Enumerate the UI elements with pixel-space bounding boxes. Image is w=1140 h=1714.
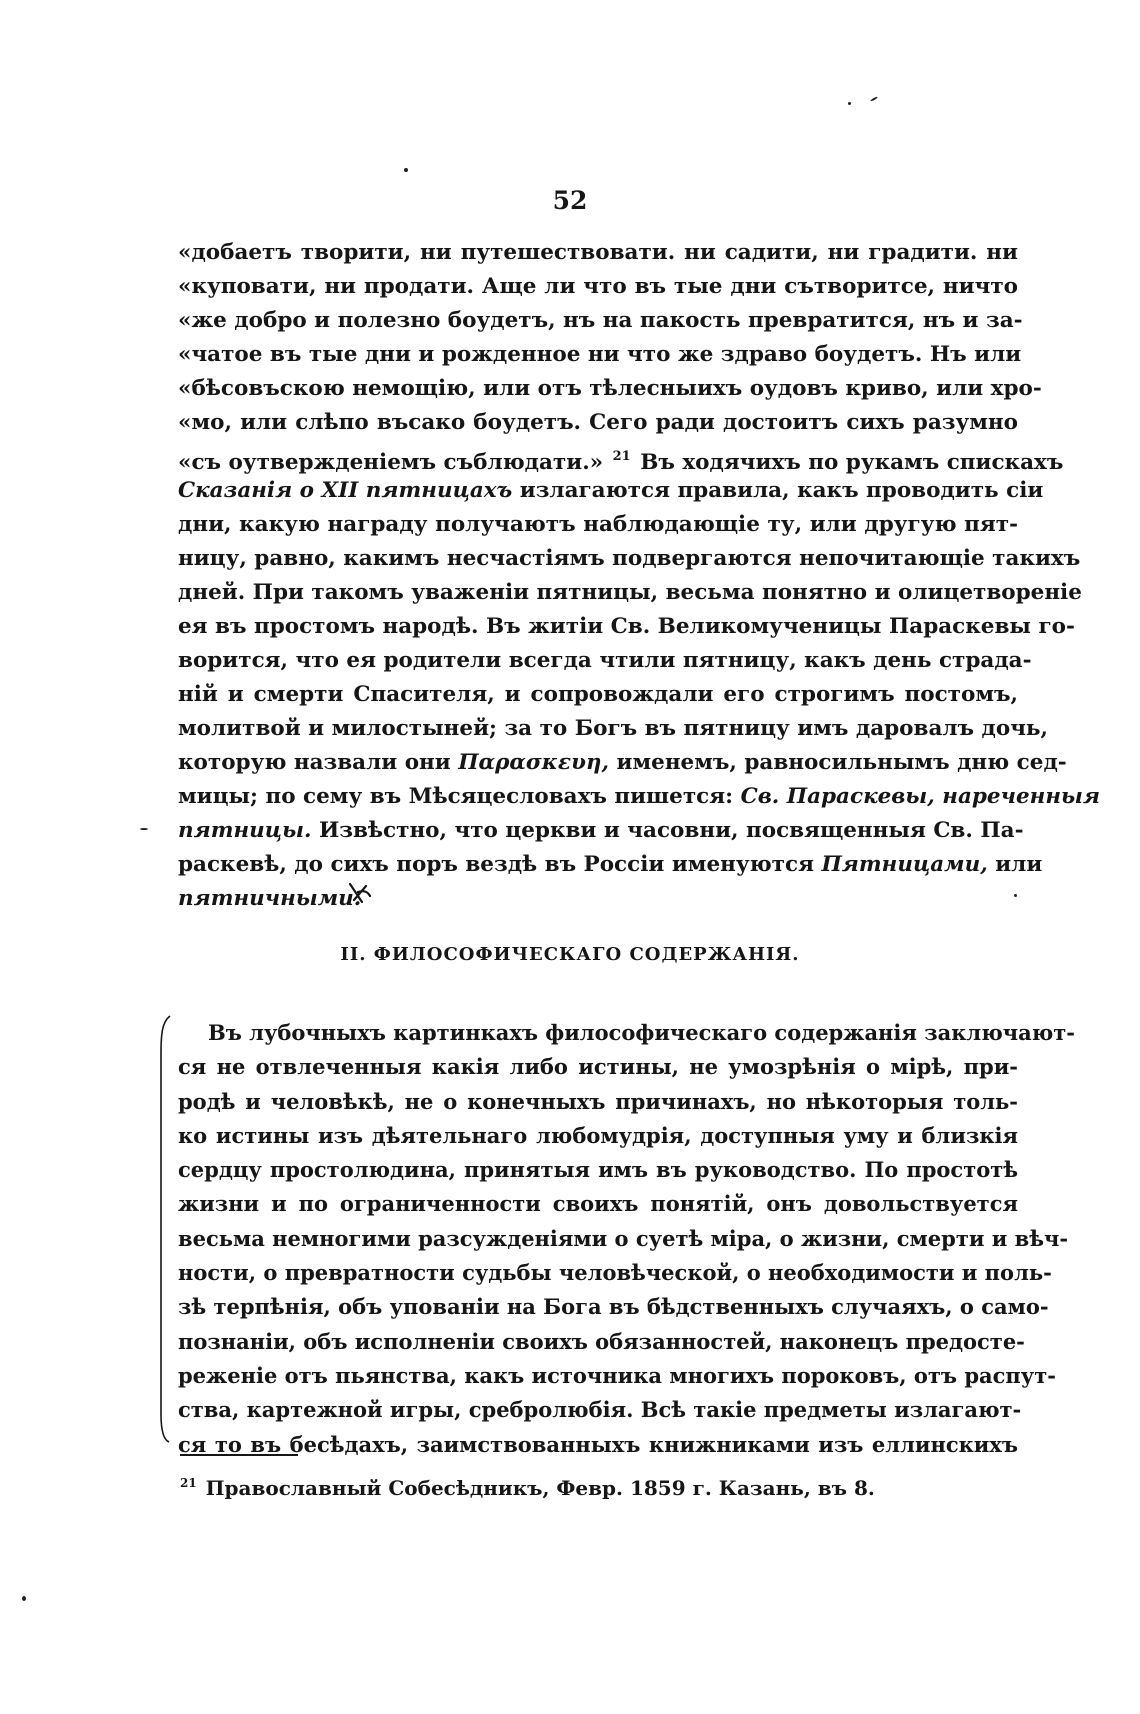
italic-run: пятницы. — [178, 818, 312, 843]
text-line: жизни и по ограниченности своихъ понятій, онъ довольствуется — [178, 1191, 1018, 1217]
italic-title: Сказанія о XII пятницахъ — [178, 478, 513, 503]
text-line: Въ лубочныхъ картинкахъ философическаго содержанія заключают- — [208, 1020, 1075, 1045]
text-line: ворится, что ея родители всегда чтили пятницу, какъ день страда- — [178, 648, 1032, 673]
footnote — [178, 1476, 875, 1500]
text-line: «чатое въ тые дни и рожденное ни что же здраво боудетъ. Нъ или — [178, 342, 1022, 367]
section-heading: II. ФИЛОСОФИЧЕСКАГО СОДЕРЖАНІЯ. — [340, 944, 800, 965]
ink-speck — [404, 168, 408, 172]
text-line — [178, 814, 1024, 848]
text-line — [178, 848, 1043, 882]
italic-run: Пятницами, — [821, 852, 988, 877]
text-line: ства, картежной игры, сребролюбія. Всѣ такіе предметы излагают- — [178, 1397, 1022, 1423]
text-line: ея въ простомъ народѣ. Въ житіи Св. Великомученицы Параскевы го- — [178, 614, 1075, 639]
footnote-ref: 21 — [612, 449, 631, 464]
text-line — [178, 474, 1044, 508]
text-line: дней. При такомъ уваженіи пятницы, весьма понятно и олицетвореніе — [178, 580, 1082, 605]
text-line: ности, о превратности судьбы человѣческой, о необходимости и поль- — [178, 1260, 1052, 1286]
footnote-number: 21 — [180, 1476, 197, 1490]
text-run: Извѣстно, что церкви и часовни, посвященныя Св. Па- — [318, 818, 1024, 843]
margin-bracket-icon — [158, 1014, 172, 1444]
ink-speck — [870, 96, 878, 102]
ink-speck — [22, 1596, 26, 1601]
page-number: 52 — [552, 186, 588, 215]
text-line: ся не отвлеченныя какія либо истины, не умозрѣнія о мірѣ, при- — [178, 1054, 1018, 1080]
text-line: молитвой и милостыней; за то Богъ въ пятницу имъ даровалъ дочь, — [178, 716, 1049, 741]
text-line: «мо, или слѣпо въсако боудетъ. Сего ради достоитъ сихъ разумно — [178, 410, 1018, 435]
text-run: которую назвали они — [178, 750, 451, 775]
ink-speck — [848, 102, 851, 105]
text-line: «бѣсовъскою немощію, или отъ тѣлесныихъ оудовъ криво, или хро- — [178, 376, 1042, 401]
text-line: реженіе отъ пьянства, какъ источника многихъ пороковъ, отъ распут- — [178, 1362, 1056, 1388]
italic-run: пятничными. — [178, 886, 362, 911]
italic-run: Св. Параскевы, нареченныя — [740, 784, 1100, 809]
text-run: Въ ходячихъ по рукамъ спискахъ — [640, 450, 1064, 475]
ink-speck — [1014, 894, 1017, 897]
footnote-divider — [180, 1454, 298, 1456]
quote-end: «съ оутвержденіемъ съблюдати.» — [178, 450, 604, 475]
handwritten-mark-icon — [344, 880, 374, 908]
ink-speck — [140, 828, 148, 830]
text-line: познаніи, объ исполненіи своихъ обязанностей, наконецъ предосте- — [178, 1328, 1025, 1354]
paragraph-2 — [178, 1016, 1075, 1462]
text-line: весьма немногими разсужденіями о суетѣ міра, о жизни, смерти и вѣч- — [178, 1225, 1069, 1251]
paragraph-1 — [178, 236, 1100, 916]
text-line: ницу, равно, какимъ несчастіямъ подвергаются непочитающіе такихъ — [178, 546, 1081, 571]
text-line: ко истины изъ дѣятельнаго любомудрія, доступныя уму и близкія — [178, 1122, 1018, 1148]
text-line — [178, 882, 1018, 916]
text-line — [178, 780, 1100, 814]
text-line: родѣ и человѣкѣ, не о конечныхъ причинахъ, но нѣкоторыя толь- — [178, 1088, 1018, 1114]
footnote-text: Православный Собесѣдникъ, Февр. 1859 г. Казань, въ 8. — [205, 1476, 875, 1500]
text-line: «куповати, ни продати. Аще ли что въ тые дни сътворитсе, ничто — [178, 274, 1018, 299]
text-line — [178, 440, 1064, 475]
text-line: «же добро и полезно боудетъ, нъ на пакость превратится, нъ и за- — [178, 308, 1023, 333]
text-line: «добаетъ творити, ни путешествовати. ни садити, ни градити. ни — [178, 240, 1018, 265]
text-run: или — [995, 852, 1043, 877]
text-line: ній и смерти Спасителя, и сопровождали его строгимъ постомъ, — [178, 682, 1018, 707]
greek-word: Παρασκευη, — [458, 750, 610, 775]
text-run: раскевѣ, до сихъ поръ вездѣ въ Россіи именуются — [178, 852, 814, 877]
text-line: сердцу простолюдина, принятыя имъ въ руководство. По простотѣ — [178, 1157, 1018, 1183]
text-run: именемъ, равносильнымъ дню сед- — [616, 750, 1067, 775]
text-line: зѣ терпѣнія, объ упованіи на Бога въ бѣдственныхъ случаяхъ, о само- — [178, 1294, 1049, 1320]
text-line: ся то въ бесѣдахъ, заимствованныхъ книжниками изъ еллинскихъ — [178, 1431, 1018, 1457]
text-run: мицы; по сему въ Мѣсяцесловахъ пишется: — [178, 784, 734, 809]
text-run: излагаются правила, какъ проводить сіи — [519, 478, 1044, 503]
text-line — [178, 746, 1067, 780]
text-line: дни, какую награду получаютъ наблюдающіе ту, или другую пят- — [178, 512, 1018, 537]
